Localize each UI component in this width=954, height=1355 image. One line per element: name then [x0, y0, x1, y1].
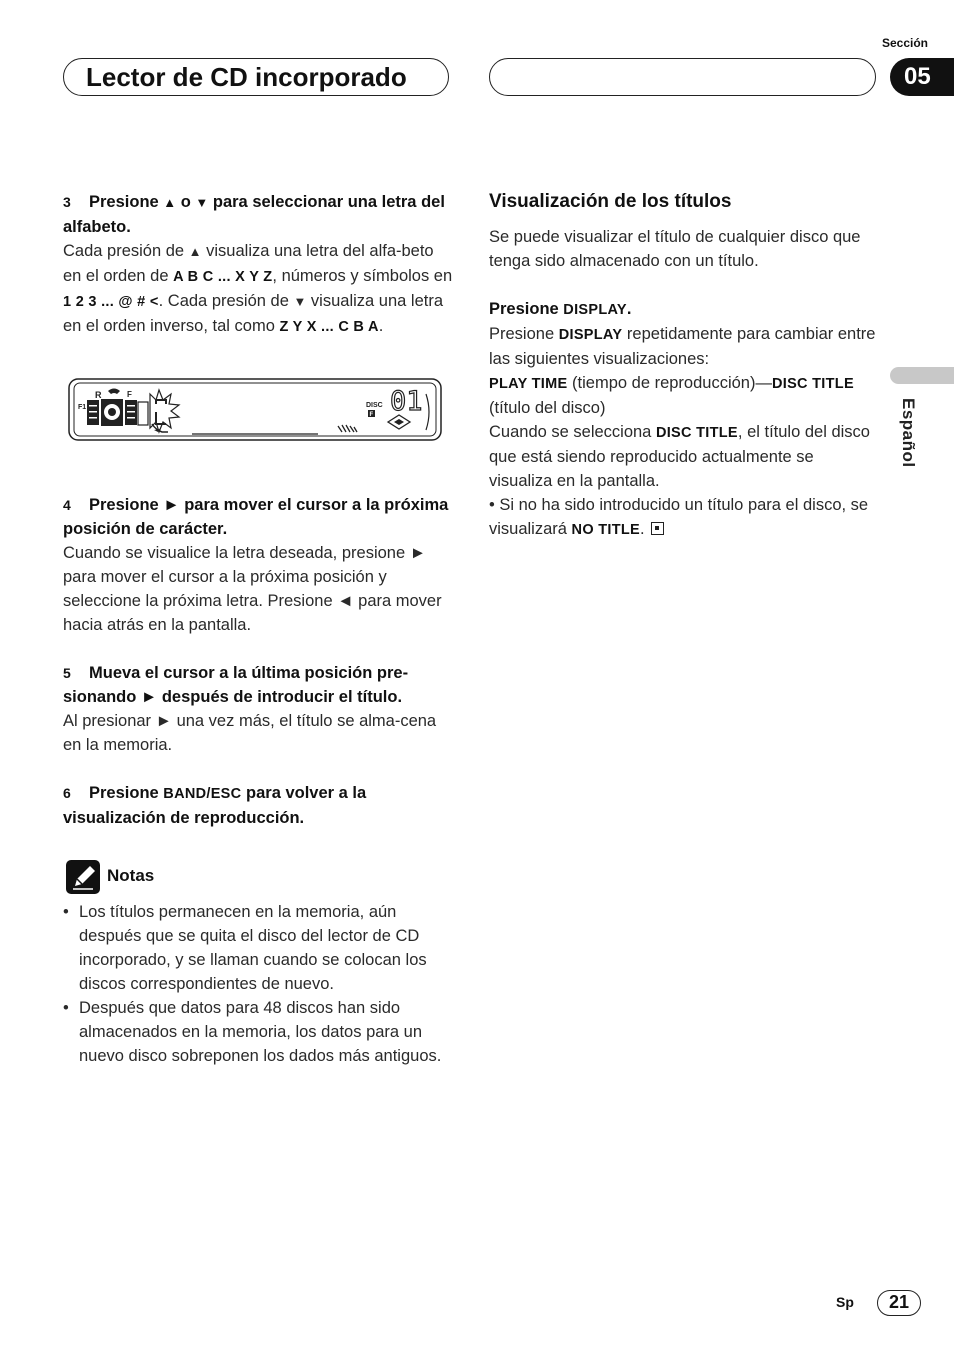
step-5-body [63, 709, 453, 757]
disc-number: 01 [390, 386, 423, 417]
body-text: para mover el cursor a la próxima posición y seleccione la próxima letra. Presione [63, 568, 387, 610]
chapter-title: Lector de CD incorporado [86, 62, 407, 92]
note-item: • Después que datos para 48 discos han sido almacenados en la memoria, los datos para un nuevo disco sobreponen los dados más antiguos. [63, 996, 451, 1068]
section-heading: Visualización de los títulos [489, 191, 732, 212]
language-code: Sp [836, 1294, 854, 1310]
no-title-bullet [489, 493, 881, 542]
notes-section [63, 900, 451, 1068]
left-column-lower [63, 493, 453, 830]
step-text: para volver a la visualización de reproducción. [63, 784, 367, 827]
step-3-body [63, 239, 453, 339]
up-arrow-icon: ▲ [188, 244, 202, 259]
display-body [489, 322, 881, 371]
body-text: Presione [489, 325, 559, 343]
body-text: visualiza una letra en el orden inverso, tal como [63, 292, 444, 335]
step-4-body [63, 541, 453, 637]
step-text: para seleccionar una letra del alfabeto. [63, 193, 445, 236]
body-text: • Si no ha sido introducido un título para el disco, se visualizará [489, 496, 869, 538]
display-modes [489, 371, 881, 420]
step-text: Presione [89, 193, 164, 211]
language-tab-marker [890, 367, 954, 384]
display-key: DISPLAY [563, 302, 627, 318]
section-label: Sección [881, 36, 928, 50]
disc-title-key: DISC TITLE [655, 425, 738, 441]
page-number: 21 [877, 1290, 921, 1316]
up-arrow-icon: ▲ [163, 195, 177, 210]
chapter-title-box [63, 58, 449, 96]
step-number: 6 [63, 785, 71, 801]
lcd-display-graphic [68, 372, 442, 442]
press-display-heading [489, 297, 881, 322]
f1-label: F1 [78, 404, 87, 411]
symbol-sequence: 1 2 3 ... @ # < [63, 294, 159, 310]
svg-text:F: F [127, 390, 132, 399]
disc-title-body [489, 420, 881, 493]
body-text: (título del disco) [489, 399, 606, 417]
disc-label: DISC [366, 402, 383, 409]
body-text: Cuando se selecciona [489, 423, 656, 441]
right-arrow-icon: ► [140, 688, 158, 706]
step-4-heading [63, 493, 453, 541]
step-5-heading [63, 661, 453, 709]
notes-heading: Notas [107, 866, 155, 885]
body-text: Al presionar [63, 712, 156, 730]
note-item: • Los títulos permanecen en la memoria, aún después que se quita el disco del lector de CD incorporado, y se llaman cuando se colocan los discos correspondientes de nuevo. [63, 900, 451, 996]
step-number: 4 [63, 497, 71, 513]
body-text: , el título del disco que está siendo reproducido actualmente se visualiza en la pantalla. [489, 423, 870, 490]
step-text: Presione [89, 784, 164, 802]
notes-pencil-icon [66, 860, 100, 894]
alphabet-sequence: A B C ... X Y Z [173, 269, 273, 285]
header-blank-box [489, 58, 876, 96]
reverse-sequence: Z Y X ... C B A [279, 319, 379, 335]
no-title-key: NO TITLE [571, 522, 640, 538]
play-time-mode: PLAY TIME [489, 376, 568, 392]
notes-list [63, 900, 451, 1068]
body-text: , números y símbolos en [272, 267, 453, 285]
section-number-badge: 05 [890, 58, 954, 96]
left-arrow-icon: ◄ [337, 592, 354, 610]
body-text: para mover hacia atrás en la pantalla. [63, 592, 442, 634]
language-tab-label: Español [899, 398, 918, 468]
down-arrow-icon: ▼ [195, 195, 209, 210]
body-text: repetidamente para cambiar entre las siguientes visualizaciones: [489, 325, 876, 368]
step-text: después de introducir el título. [157, 688, 403, 706]
body-text: Cada presión de [63, 242, 189, 260]
step-text: Presione [489, 300, 564, 318]
left-column [63, 190, 453, 339]
disc-title-mode: DISC TITLE [771, 376, 854, 392]
step-6-heading [63, 781, 453, 830]
right-arrow-icon: ► [163, 496, 180, 514]
f-label: F [369, 412, 374, 418]
display-illustration [68, 372, 442, 442]
step-number: 3 [63, 194, 71, 210]
body-text: Cuando se visualice la letra deseada, presione [63, 544, 410, 562]
right-column [489, 189, 881, 542]
step-text: para mover el cursor a la próxima posición de carácter. [63, 496, 449, 538]
step-text: Mueva el cursor a la última posición pre-sionando [63, 664, 409, 706]
body-text: . [640, 520, 645, 538]
end-mark-icon [651, 522, 664, 535]
body-text: visualiza una letra del alfa-beto en el orden de [63, 242, 434, 285]
right-arrow-icon: ► [409, 544, 427, 562]
display-key: DISPLAY [558, 327, 623, 343]
step-text: o [176, 193, 196, 211]
body-text: una vez más, el título se alma-cena en la memoria. [63, 712, 437, 754]
intro-paragraph: Se puede visualizar el título de cualquier disco que tenga sido almacenado con un título. [489, 228, 861, 270]
body-text: . Cada presión de [158, 292, 294, 310]
body-text: (tiempo de reproducción)— [567, 374, 772, 392]
down-arrow-icon: ▼ [293, 294, 307, 309]
band-esc-key: BAND/ESC [163, 786, 242, 802]
body-text: . [378, 317, 384, 335]
step-number: 5 [63, 665, 71, 681]
right-arrow-icon: ► [155, 712, 172, 730]
step-text: Presione [89, 496, 164, 514]
step-text: . [626, 300, 632, 318]
svg-text:R: R [95, 390, 102, 400]
step-3-heading [63, 190, 453, 239]
